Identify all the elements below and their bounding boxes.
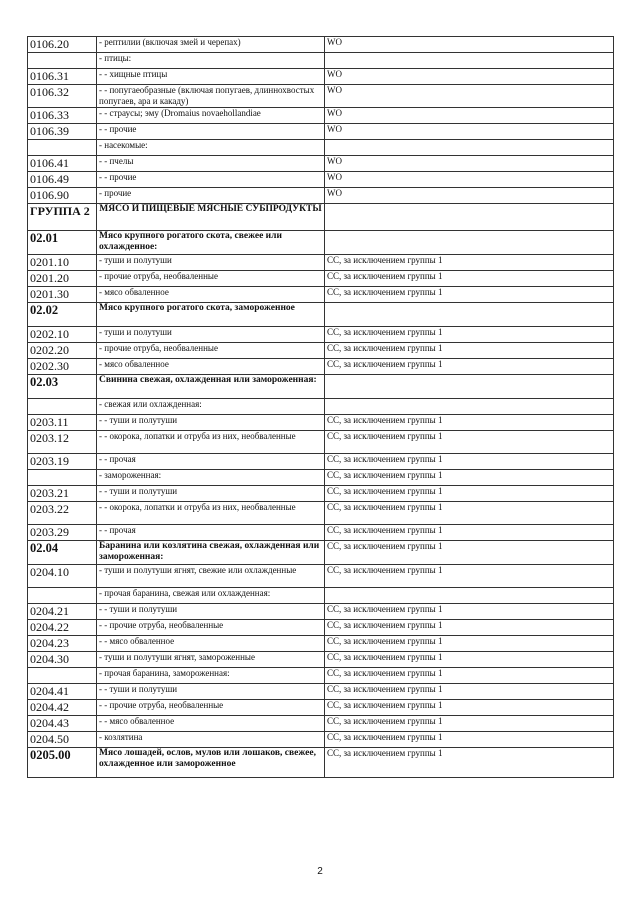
rule-cell: CC, за исключением группы 1	[325, 327, 614, 343]
table-row	[28, 541, 614, 565]
rule-cell: CC, за исключением группы 1	[325, 700, 614, 716]
description-cell: - прочая баранина, свежая или охлажденная:	[97, 588, 325, 604]
code-cell: 0106.90	[28, 188, 97, 204]
code-cell: 0106.49	[28, 172, 97, 188]
code-cell: 0201.10	[28, 255, 97, 271]
description-cell: - туши и полутуши ягнят, замороженные	[97, 652, 325, 668]
description-cell: - - прочие отруба, необваленные	[97, 700, 325, 716]
description-cell: - - окорока, лопатки и отруба из них, необваленные	[97, 431, 325, 454]
table-row	[28, 375, 614, 399]
table-row	[28, 140, 614, 156]
rule-cell: CC, за исключением группы 1	[325, 636, 614, 652]
description-cell: - прочие отруба, необваленные	[97, 343, 325, 359]
rule-cell: CC, за исключением группы 1	[325, 415, 614, 431]
description-cell: - прочая баранина, замороженная:	[97, 668, 325, 684]
description-cell: - туши и полутуши ягнят, свежие или охлажденные	[97, 565, 325, 588]
code-cell: 0204.50	[28, 732, 97, 748]
description-cell: Баранина или козлятина свежая, охлажденная или замороженная:	[97, 541, 325, 565]
description-cell: - - мясо обваленное	[97, 716, 325, 732]
code-cell: 0203.21	[28, 486, 97, 502]
table-row	[28, 343, 614, 359]
code-cell: 0106.39	[28, 124, 97, 140]
code-cell: 0204.23	[28, 636, 97, 652]
code-cell: 02.02	[28, 303, 97, 327]
code-cell	[28, 588, 97, 604]
code-cell: 02.04	[28, 541, 97, 565]
table-row	[28, 684, 614, 700]
description-cell: Мясо крупного рогатого скота, свежее или охлажденное:	[97, 231, 325, 255]
rule-cell	[325, 303, 614, 327]
table-row	[28, 156, 614, 172]
table-row	[28, 486, 614, 502]
rule-cell: CC, за исключением группы 1	[325, 684, 614, 700]
table-row	[28, 470, 614, 486]
description-cell: - прочие отруба, необваленные	[97, 271, 325, 287]
rule-cell: CC, за исключением группы 1	[325, 732, 614, 748]
description-cell: Мясо крупного рогатого скота, замороженное	[97, 303, 325, 327]
tariff-table	[27, 36, 614, 778]
description-cell: - - туши и полутуши	[97, 486, 325, 502]
code-cell: 0204.21	[28, 604, 97, 620]
table-row	[28, 188, 614, 204]
rule-cell: CC, за исключением группы 1	[325, 541, 614, 565]
code-cell: 0106.41	[28, 156, 97, 172]
description-cell: - козлятина	[97, 732, 325, 748]
description-cell: - птицы:	[97, 53, 325, 69]
rule-cell: CC, за исключением группы 1	[325, 502, 614, 525]
table-row	[28, 525, 614, 541]
table-row	[28, 454, 614, 470]
code-cell: 0202.20	[28, 343, 97, 359]
code-cell: 0201.30	[28, 287, 97, 303]
rule-cell: CC, за исключением группы 1	[325, 620, 614, 636]
code-cell: 0202.30	[28, 359, 97, 375]
rule-cell: CC, за исключением группы 1	[325, 431, 614, 454]
rule-cell: CC, за исключением группы 1	[325, 748, 614, 778]
description-cell: МЯСО И ПИЩЕВЫЕ МЯСНЫЕ СУБПРОДУКТЫ	[97, 204, 325, 231]
rule-cell: CC, за исключением группы 1	[325, 271, 614, 287]
table-row	[28, 255, 614, 271]
code-cell: 0204.41	[28, 684, 97, 700]
table-row	[28, 700, 614, 716]
table-row	[28, 502, 614, 525]
rule-cell: WO	[325, 156, 614, 172]
rule-cell: WO	[325, 124, 614, 140]
table-row	[28, 588, 614, 604]
rule-cell: WO	[325, 37, 614, 53]
table-row	[28, 303, 614, 327]
table-row	[28, 124, 614, 140]
rule-cell: CC, за исключением группы 1	[325, 255, 614, 271]
code-cell: 0204.42	[28, 700, 97, 716]
code-cell: 0204.22	[28, 620, 97, 636]
rule-cell	[325, 399, 614, 415]
table-row	[28, 271, 614, 287]
rule-cell: WO	[325, 108, 614, 124]
description-cell: - рептилии (включая змей и черепах)	[97, 37, 325, 53]
rule-cell: CC, за исключением группы 1	[325, 525, 614, 541]
rule-cell: CC, за исключением группы 1	[325, 359, 614, 375]
code-cell: 0205.00	[28, 748, 97, 778]
description-cell: - - туши и полутуши	[97, 684, 325, 700]
table-row	[28, 668, 614, 684]
description-cell: - - окорока, лопатки и отруба из них, необваленные	[97, 502, 325, 525]
description-cell: Мясо лошадей, ослов, мулов или лошаков, свежее, охлажденное или замороженное	[97, 748, 325, 778]
page-number: 2	[317, 866, 323, 877]
table-row	[28, 204, 614, 231]
description-cell: - - туши и полутуши	[97, 604, 325, 620]
code-cell: 0106.20	[28, 37, 97, 53]
table-row	[28, 53, 614, 69]
rule-cell: CC, за исключением группы 1	[325, 716, 614, 732]
description-cell: - - прочие	[97, 124, 325, 140]
rule-cell	[325, 140, 614, 156]
code-cell: 0201.20	[28, 271, 97, 287]
description-cell: - - пчелы	[97, 156, 325, 172]
code-cell: 0106.33	[28, 108, 97, 124]
description-cell: - свежая или охлажденная:	[97, 399, 325, 415]
code-cell: 0204.10	[28, 565, 97, 588]
rule-cell: WO	[325, 188, 614, 204]
description-cell: - - попугаеобразные (включая попугаев, длиннохвостых попугаев, ара и какаду)	[97, 85, 325, 108]
code-cell: 0203.19	[28, 454, 97, 470]
code-cell: 0106.31	[28, 69, 97, 85]
code-cell: 0203.29	[28, 525, 97, 541]
table-row	[28, 287, 614, 303]
code-cell	[28, 53, 97, 69]
rule-cell: CC, за исключением группы 1	[325, 604, 614, 620]
table-row	[28, 716, 614, 732]
description-cell: - туши и полутуши	[97, 255, 325, 271]
table-row	[28, 732, 614, 748]
description-cell: - - прочая	[97, 525, 325, 541]
table-row	[28, 652, 614, 668]
description-cell: - туши и полутуши	[97, 327, 325, 343]
description-cell: - мясо обваленное	[97, 287, 325, 303]
rule-cell: CC, за исключением группы 1	[325, 287, 614, 303]
rule-cell: WO	[325, 69, 614, 85]
table-row	[28, 37, 614, 53]
code-cell: 0106.32	[28, 85, 97, 108]
table-row	[28, 231, 614, 255]
code-cell	[28, 470, 97, 486]
description-cell: - - страусы; эму (Dromaius novaehollandiae	[97, 108, 325, 124]
table-body	[28, 37, 614, 778]
description-cell: - - прочие	[97, 172, 325, 188]
table-row	[28, 108, 614, 124]
rule-cell: CC, за исключением группы 1	[325, 652, 614, 668]
code-cell	[28, 399, 97, 415]
description-cell: - мясо обваленное	[97, 359, 325, 375]
rule-cell: CC, за исключением группы 1	[325, 668, 614, 684]
code-cell: 0203.12	[28, 431, 97, 454]
description-cell: - замороженная:	[97, 470, 325, 486]
rule-cell: CC, за исключением группы 1	[325, 486, 614, 502]
description-cell: - насекомые:	[97, 140, 325, 156]
table-row	[28, 431, 614, 454]
rule-cell	[325, 588, 614, 604]
code-cell: 0203.11	[28, 415, 97, 431]
rule-cell: WO	[325, 172, 614, 188]
rule-cell: WO	[325, 85, 614, 108]
description-cell: - - прочие отруба, необваленные	[97, 620, 325, 636]
code-cell: 0202.10	[28, 327, 97, 343]
rule-cell	[325, 231, 614, 255]
rule-cell: CC, за исключением группы 1	[325, 454, 614, 470]
code-cell	[28, 668, 97, 684]
table-row	[28, 359, 614, 375]
description-cell: - - мясо обваленное	[97, 636, 325, 652]
table-row	[28, 85, 614, 108]
table-row	[28, 399, 614, 415]
description-cell: Свинина свежая, охлажденная или замороженная:	[97, 375, 325, 399]
table-row	[28, 415, 614, 431]
rule-cell	[325, 204, 614, 231]
description-cell: - - прочая	[97, 454, 325, 470]
code-cell: 02.03	[28, 375, 97, 399]
code-cell: 0203.22	[28, 502, 97, 525]
table-row	[28, 636, 614, 652]
code-cell	[28, 140, 97, 156]
table-row	[28, 327, 614, 343]
rule-cell: CC, за исключением группы 1	[325, 470, 614, 486]
code-cell: ГРУППА 2	[28, 204, 97, 231]
table-row	[28, 172, 614, 188]
rule-cell	[325, 375, 614, 399]
description-cell: - прочие	[97, 188, 325, 204]
code-cell: 0204.43	[28, 716, 97, 732]
table-row	[28, 565, 614, 588]
table-row	[28, 748, 614, 778]
table-row	[28, 620, 614, 636]
code-cell: 02.01	[28, 231, 97, 255]
table-row	[28, 604, 614, 620]
code-cell: 0204.30	[28, 652, 97, 668]
description-cell: - - хищные птицы	[97, 69, 325, 85]
rule-cell: CC, за исключением группы 1	[325, 565, 614, 588]
rule-cell: CC, за исключением группы 1	[325, 343, 614, 359]
description-cell: - - туши и полутуши	[97, 415, 325, 431]
table-row	[28, 69, 614, 85]
rule-cell	[325, 53, 614, 69]
